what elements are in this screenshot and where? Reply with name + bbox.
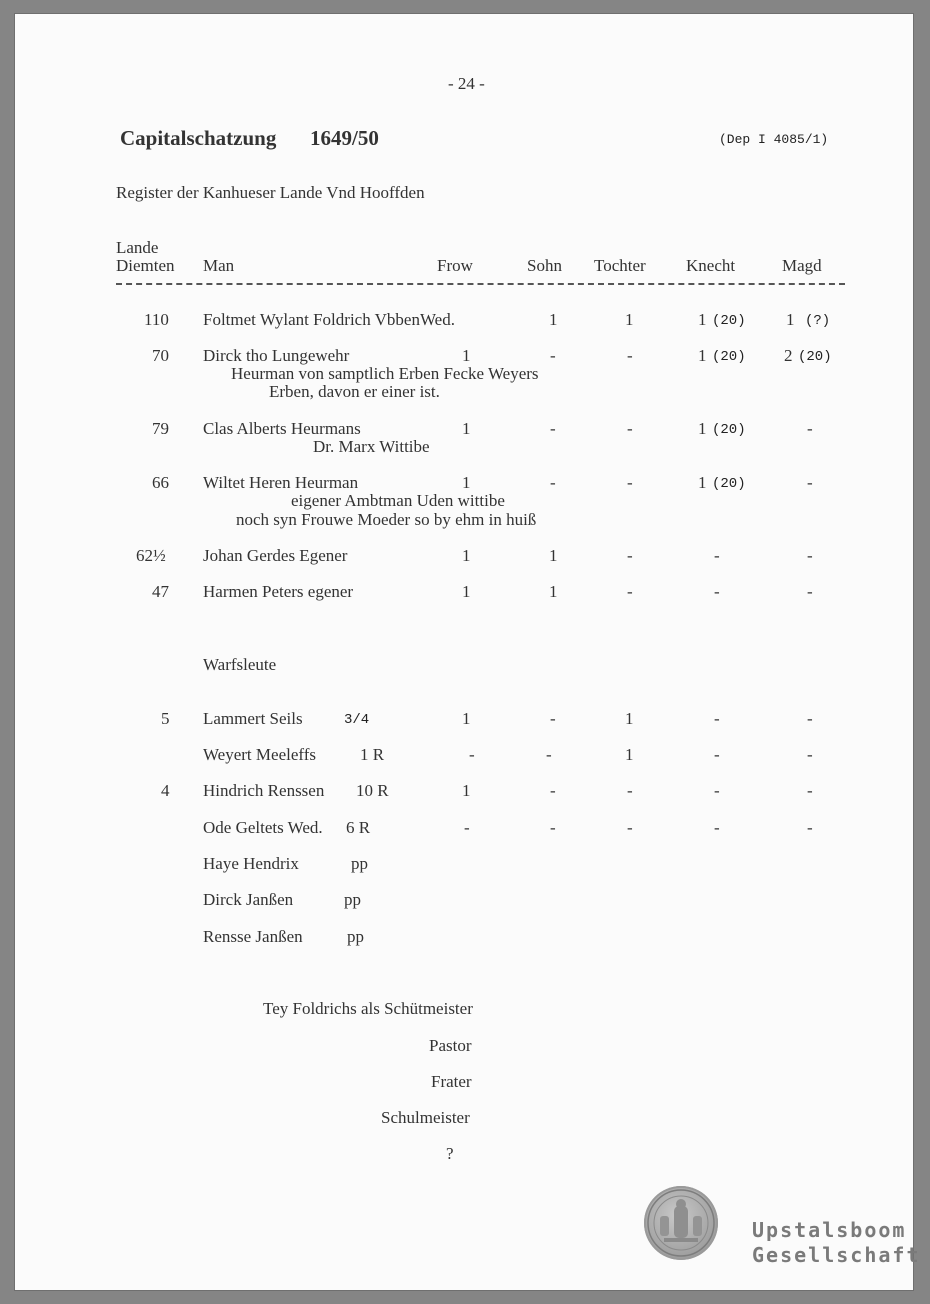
warf6-extra: pp <box>344 890 361 909</box>
warf2-sohn: - <box>546 745 552 764</box>
warf2-man: Weyert Meeleffs <box>203 745 317 764</box>
warf2-extra: 1 R <box>360 745 385 764</box>
row3-man: Clas Alberts Heurmans <box>203 419 361 438</box>
row6-knecht: - <box>714 582 720 601</box>
warf3-extra: 10 R <box>356 781 389 800</box>
warf3-knecht: - <box>714 781 720 800</box>
row4-magd: - <box>807 473 813 492</box>
col-knecht: Knecht <box>686 256 736 275</box>
row3-frow: 1 <box>462 419 471 438</box>
row5-lande: 62½ <box>136 546 166 565</box>
row1-knecht: 1 <box>698 310 707 329</box>
footer-question: ? <box>446 1144 454 1163</box>
row3-tochter: - <box>627 419 633 438</box>
logo-line1: Upstalsboom <box>752 1218 907 1242</box>
warf2-knecht: - <box>714 745 720 764</box>
row2-frow: 1 <box>462 346 471 365</box>
warf2-frow: - <box>469 745 475 764</box>
warf1-extra: 3/4 <box>344 712 370 728</box>
row4-sohn: - <box>550 473 556 492</box>
page-number: - 24 - <box>448 74 485 93</box>
row5-sohn: 1 <box>549 546 558 565</box>
warf3-man: Hindrich Renssen <box>203 781 325 800</box>
col-lande-line1: Lande <box>116 238 159 257</box>
document-title: Capitalschatzung <box>120 126 277 150</box>
col-man: Man <box>203 256 235 275</box>
warf3-magd: - <box>807 781 813 800</box>
row2-magd-note: (20) <box>798 349 832 365</box>
seal-icon <box>644 1186 718 1260</box>
row6-magd: - <box>807 582 813 601</box>
row5-magd: - <box>807 546 813 565</box>
row2-tochter: - <box>627 346 633 365</box>
warf4-frow: - <box>464 818 470 837</box>
warf4-tochter: - <box>627 818 633 837</box>
warf1-lande: 5 <box>161 709 170 728</box>
document-page <box>15 14 913 1290</box>
row4-note2: noch syn Frouwe Moeder so by ehm in huiß <box>236 510 537 529</box>
row2-knecht: 1 <box>698 346 707 365</box>
row5-man: Johan Gerdes Egener <box>203 546 348 565</box>
warf7-extra: pp <box>347 927 364 946</box>
row4-frow: 1 <box>462 473 471 492</box>
warf1-tochter: 1 <box>625 709 634 728</box>
warf3-sohn: - <box>550 781 556 800</box>
row3-sohn: - <box>550 419 556 438</box>
row6-frow: 1 <box>462 582 471 601</box>
warf1-knecht: - <box>714 709 720 728</box>
col-sohn: Sohn <box>527 256 562 275</box>
row5-tochter: - <box>627 546 633 565</box>
col-frow: Frow <box>437 256 473 275</box>
warf5-extra: pp <box>351 854 368 873</box>
warf4-knecht: - <box>714 818 720 837</box>
register-title: Register der Kanhueser Lande Vnd Hooffden <box>116 183 425 202</box>
row1-magd-note: (?) <box>805 313 831 329</box>
row3-knecht: 1 <box>698 419 707 438</box>
row5-frow: 1 <box>462 546 471 565</box>
seal-emblem-icon <box>644 1186 718 1260</box>
col-lande-line2: Diemten <box>116 256 175 275</box>
row6-lande: 47 <box>152 582 169 601</box>
row1-knecht-note: (20) <box>712 313 746 329</box>
row2-man: Dirck tho Lungewehr <box>203 346 350 365</box>
warf7-man: Rensse Janßen <box>203 927 303 946</box>
warf6-man: Dirck Janßen <box>203 890 294 909</box>
row1-sohn: 1 <box>549 310 558 329</box>
deposit-reference: (Dep I 4085/1) <box>719 132 829 147</box>
col-magd: Magd <box>782 256 822 275</box>
document-year: 1649/50 <box>310 126 379 150</box>
row4-knecht-note: (20) <box>712 476 746 492</box>
logo-line2: Gesellschaft <box>752 1243 921 1267</box>
row6-tochter: - <box>627 582 633 601</box>
warf1-sohn: - <box>550 709 556 728</box>
row1-man: Foltmet Wylant Foldrich VbbenWed. <box>203 310 455 329</box>
warf4-extra: 6 R <box>346 818 371 837</box>
warf1-magd: - <box>807 709 813 728</box>
footer-schulmeister: Schulmeister <box>381 1108 470 1127</box>
row4-man: Wiltet Heren Heurman <box>203 473 359 492</box>
warf4-magd: - <box>807 818 813 837</box>
warf1-man: Lammert Seils <box>203 709 303 728</box>
warf1-frow: 1 <box>462 709 471 728</box>
footer-schuetmeister: Tey Foldrichs als Schütmeister <box>263 999 473 1018</box>
footer-frater: Frater <box>431 1072 472 1091</box>
row2-sohn: - <box>550 346 556 365</box>
row2-note1: Heurman von samptlich Erben Fecke Weyers <box>231 364 539 383</box>
warf4-sohn: - <box>550 818 556 837</box>
row1-tochter: 1 <box>625 310 634 329</box>
header-separator <box>116 283 845 285</box>
row4-tochter: - <box>627 473 633 492</box>
row3-note1: Dr. Marx Wittibe <box>313 437 430 456</box>
row5-knecht: - <box>714 546 720 565</box>
footer-pastor: Pastor <box>429 1036 472 1055</box>
row2-note2: Erben, davon er einer ist. <box>269 382 440 401</box>
row1-lande: 110 <box>144 310 169 329</box>
row4-knecht: 1 <box>698 473 707 492</box>
row6-man: Harmen Peters egener <box>203 582 354 601</box>
row2-lande: 70 <box>152 346 169 365</box>
row3-lande: 79 <box>152 419 169 438</box>
warf5-man: Haye Hendrix <box>203 854 299 873</box>
row4-lande: 66 <box>152 473 169 492</box>
row3-knecht-note: (20) <box>712 422 746 438</box>
row4-note1: eigener Ambtman Uden wittibe <box>291 491 505 510</box>
row6-sohn: 1 <box>549 582 558 601</box>
warf3-lande: 4 <box>161 781 170 800</box>
warf2-tochter: 1 <box>625 745 634 764</box>
row3-magd: - <box>807 419 813 438</box>
warf4-man: Ode Geltets Wed. <box>203 818 323 837</box>
warf2-magd: - <box>807 745 813 764</box>
warfsleute-heading: Warfsleute <box>203 655 277 674</box>
col-tochter: Tochter <box>594 256 646 275</box>
warf3-tochter: - <box>627 781 633 800</box>
warf3-frow: 1 <box>462 781 471 800</box>
row1-magd: 1 <box>786 310 795 329</box>
row2-magd: 2 <box>784 346 793 365</box>
row2-knecht-note: (20) <box>712 349 746 365</box>
